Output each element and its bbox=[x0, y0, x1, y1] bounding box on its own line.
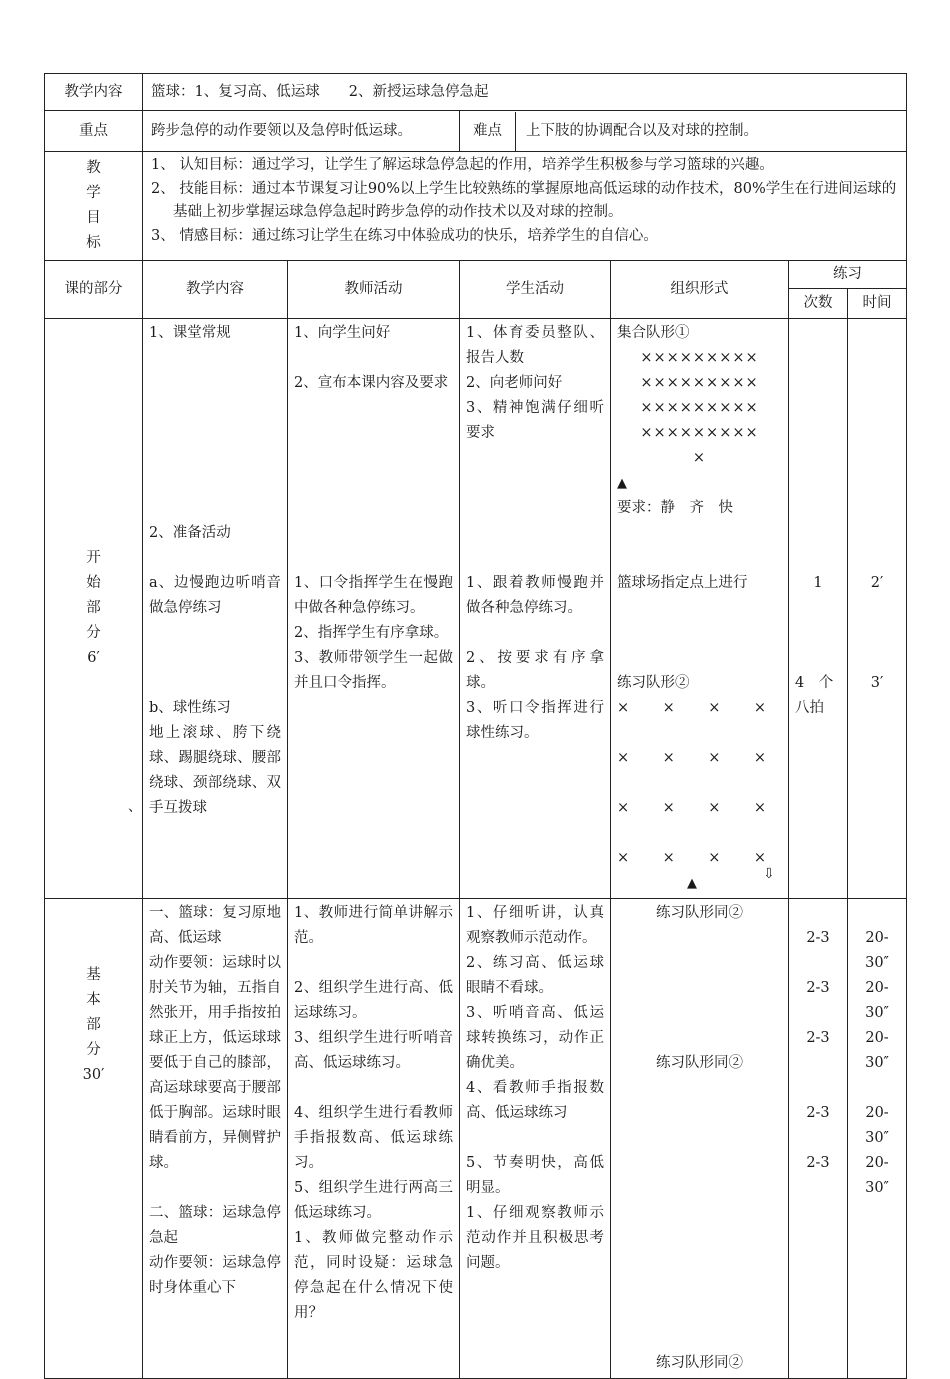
practice-formation-row: × × × × bbox=[617, 750, 766, 766]
basic-counts: 2-3 2-3 2-3 2-3 2-3 bbox=[789, 899, 848, 1379]
start-teacher: 1、向学生问好 2、宣布本课内容及要求 1、口令指挥学生在慢跑中做各种急停练习。 2、指挥学生有序拿球。 3、教师带领学生一起做并且口令指挥。 bbox=[288, 319, 460, 899]
start-content: 1、课堂常规 2、准备活动 a、边慢跑边听哨音做急停练习 b、球性练习 地上滚球、胯下绕球、踢腿绕球、腰部绕球、颈部绕球、双手互拨球 bbox=[143, 319, 288, 899]
teacher-position-icon: ▲ bbox=[617, 476, 627, 491]
formation-row: ××××××××× bbox=[640, 375, 759, 391]
row-content bbox=[45, 74, 907, 111]
difficulty-label: 难点 bbox=[460, 112, 516, 151]
start-times: 2′ 3′ bbox=[848, 319, 907, 899]
start-section-row bbox=[45, 319, 907, 899]
col-organization: 组织形式 bbox=[611, 261, 789, 319]
column-header-row bbox=[45, 261, 907, 289]
col-teacher: 教师活动 bbox=[288, 261, 460, 319]
teacher-position-icon: ▲ bbox=[687, 876, 697, 891]
lesson-plan-table bbox=[44, 73, 907, 1379]
formation-row: ××××××××× bbox=[640, 425, 759, 441]
col-content: 教学内容 bbox=[143, 261, 288, 319]
formation-row: ××××××××× bbox=[640, 350, 759, 366]
basic-section-row bbox=[45, 899, 907, 1379]
start-organization: 集合队形① ××××××××× ××××××××× ××××××××× ××××××××× × ▲ 要求：静 齐 快 篮球场指定点上进行 练习队形② × × × × × × × × × × × × × × × × ▲ bbox=[611, 319, 789, 899]
practice-formation-row: × × × × bbox=[617, 850, 766, 866]
basic-teacher: 1、教师进行简单讲解示范。 2、组织学生进行高、低运球练习。 3、组织学生进行听哨音高、低运球练习。 4、组织学生进行看教师手指报数高、低运球练习。 5、组织学生进行两高三低运球练习。 1、教师做完整动作示范，同时设疑：运球急停急起在什么情况下使用？ bbox=[288, 899, 460, 1379]
row-goals bbox=[45, 152, 907, 261]
basic-content: 一、篮球：复习原地高、低运球 动作要领：运球时以肘关节为轴，五指自然张开，用手指按拍球正上方，低运球球要低于自己的膝部，高运球球要高于腰部低于胸部。运球时眼睛看前方，异侧臂护球。 二、篮球：运球急停急起 动作要领：运球急停时身体重心下 bbox=[143, 899, 288, 1379]
col-student: 学生活动 bbox=[460, 261, 611, 319]
goals-list bbox=[143, 152, 907, 261]
requirement-text: 要求：静 齐 快 bbox=[617, 500, 733, 516]
key-label: 重点 bbox=[45, 111, 143, 152]
goal-cognitive: 1、 认知目标：通过学习，让学生了解运球急停急起的作用，培养学生积极参与学习篮球的兴趣。 bbox=[151, 157, 774, 173]
formation-row: × bbox=[692, 450, 707, 466]
key-value: 跨步急停的动作要领以及急停时低运球。 bbox=[143, 111, 460, 152]
practice-formation-row: × × × × bbox=[617, 800, 766, 816]
col-time: 时间 bbox=[848, 289, 907, 319]
goal-skill: 2、 技能目标：通过本节课复习让90%以上学生比较熟练的掌握原地高低运球的动作技术，80%学生在行进间运球的基础上初步掌握运球急停急起时跨步急停的动作技术以及对球的控制。 bbox=[151, 180, 897, 220]
basic-times: 20-30″ 20-30″ 20-30″ 20-30″ 20-30″ bbox=[848, 899, 907, 1379]
col-part: 课的部分 bbox=[45, 261, 143, 319]
goals-label: 教 学 目 标 bbox=[45, 152, 143, 261]
content-label: 教学内容 bbox=[45, 74, 143, 111]
row-key bbox=[45, 111, 907, 152]
col-practice: 练习 bbox=[789, 261, 907, 289]
start-section-label: 开 始 部 分 6′ bbox=[45, 319, 143, 899]
formation-row: ××××××××× bbox=[640, 400, 759, 416]
stray-mark: 、 bbox=[128, 799, 142, 815]
basic-organization: 练习队形同② 练习队形同② 练习队形同② bbox=[611, 899, 789, 1379]
down-arrow-icon: ⇩ bbox=[763, 866, 775, 882]
content-value: 篮球：1、复习高、低运球 2、新授运球急停急起 bbox=[143, 74, 907, 111]
start-student: 1、体育委员整队、报告人数 2、向老师问好 3、精神饱满仔细听要求 1、跟着教师慢跑并做各种急停练习。 2、按要求有序拿球。 3、听口令指挥进行球性练习。 bbox=[460, 319, 611, 899]
col-count: 次数 bbox=[789, 289, 848, 319]
difficulty-value: 上下肢的协调配合以及对球的控制。 bbox=[526, 122, 758, 139]
basic-section-label: 基 本 部 分 30′ bbox=[45, 899, 143, 1379]
basic-student: 1、仔细听讲，认真观察教师示范动作。 2、练习高、低运球眼睛不看球。 3、听哨音高、低运球转换练习，动作正确优美。 4、看教师手指报数高、低运球练习 5、节奏明快，高低明显。 1、仔细观察教师示范动作并且积极思考问题。 bbox=[460, 899, 611, 1379]
goal-affective: 3、 情感目标：通过练习让学生在练习中体验成功的快乐，培养学生的自信心。 bbox=[151, 227, 658, 244]
start-counts: 1 4 个八拍 bbox=[789, 319, 848, 899]
practice-formation-row: × × × × bbox=[617, 700, 766, 716]
